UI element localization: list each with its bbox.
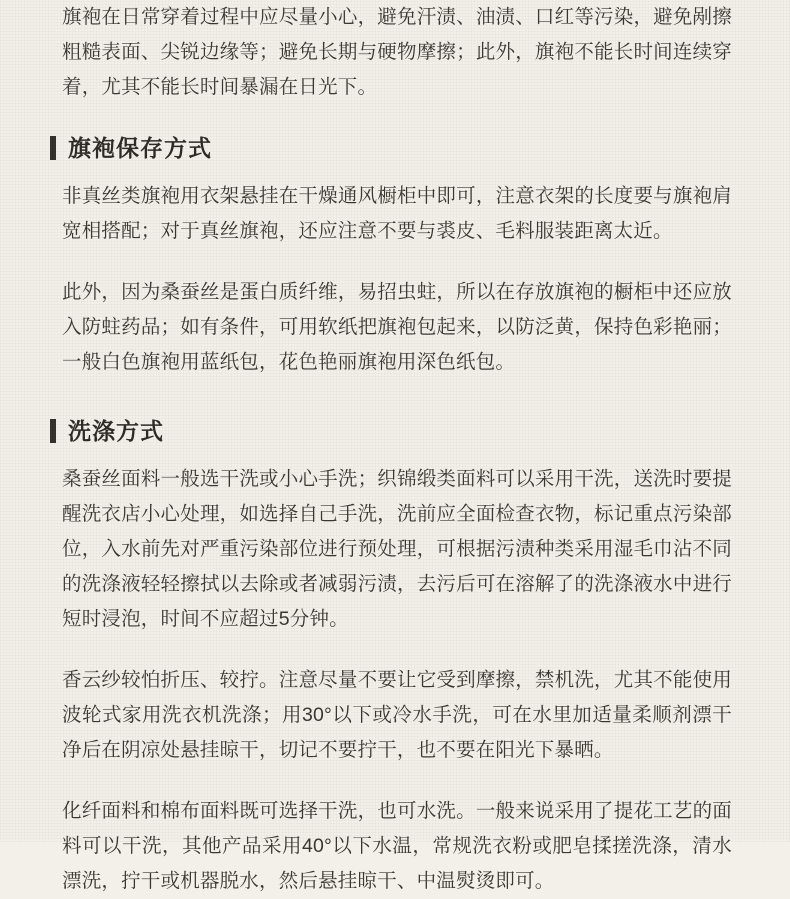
section-heading-storage [40, 135, 750, 161]
storage-paragraph-1: 非真丝类旗袍用衣架悬挂在干燥通风橱柜中即可，注意衣架的长度要与旗袍肩宽相搭配；对于真丝旗袍，还应注意不要与裘皮、毛料服装距离太近。 [62, 185, 732, 242]
heading-accent-bar [50, 136, 56, 160]
washing-paragraph-1: 桑蚕丝面料一般选干洗或小心手洗；织锦缎类面料可以采用干洗，送洗时要提醒洗衣店小心处理，如选择自己手洗，洗前应全面检查衣物，标记重点污染部位，入水前先对严重污染部位进行预处理，可根据污渍种类采用湿毛巾沾不同的洗涤液轻轻擦拭以去除或者减弱污渍，去污后可在溶解了的洗涤液水中进行短时浸泡，时间不应超过5分钟。 [62, 468, 732, 630]
document-content [40, 0, 750, 899]
section-title: 洗涤方式 [68, 418, 164, 444]
storage-paragraph-2: 此外，因为桑蚕丝是蛋白质纤维，易招虫蛀，所以在存放旗袍的橱柜中还应放入防蛀药品；如有条件，可用软纸把旗袍包起来，以防泛黄，保持色彩艳丽；一般白色旗袍用蓝纸包，花色艳丽旗袍用深色纸包。 [62, 281, 732, 373]
section-spacer [40, 406, 750, 418]
section-title: 旗袍保存方式 [68, 135, 212, 161]
washing-paragraph-3: 化纤面料和棉布面料既可选择干洗，也可水洗。一般来说采用了提花工艺的面料可以干洗，其他产品采用40°以下水温，常规洗衣粉或肥皂揉搓洗涤，清水漂洗，拧干或机器脱水，然后悬挂晾干、中温熨烫即可。 [62, 800, 732, 892]
intro-paragraph: 旗袍在日常穿着过程中应尽量小心，避免汗渍、油渍、口红等污染，避免剐擦粗糙表面、尖锐边缘等；避免长期与硬物摩擦；此外，旗袍不能长时间连续穿着，尤其不能长时间暴漏在日光下。 [62, 6, 732, 98]
section-heading-washing [40, 418, 750, 444]
washing-paragraph-2: 香云纱较怕折压、较拧。注意尽量不要让它受到摩擦，禁机洗，尤其不能使用波轮式家用洗衣机洗涤；用30°以下或冷水手洗，可在水里加适量柔顺剂漂干净后在阴凉处悬挂晾干，切记不要拧干，也不要在阳光下暴晒。 [62, 669, 732, 761]
heading-accent-bar [50, 419, 56, 443]
